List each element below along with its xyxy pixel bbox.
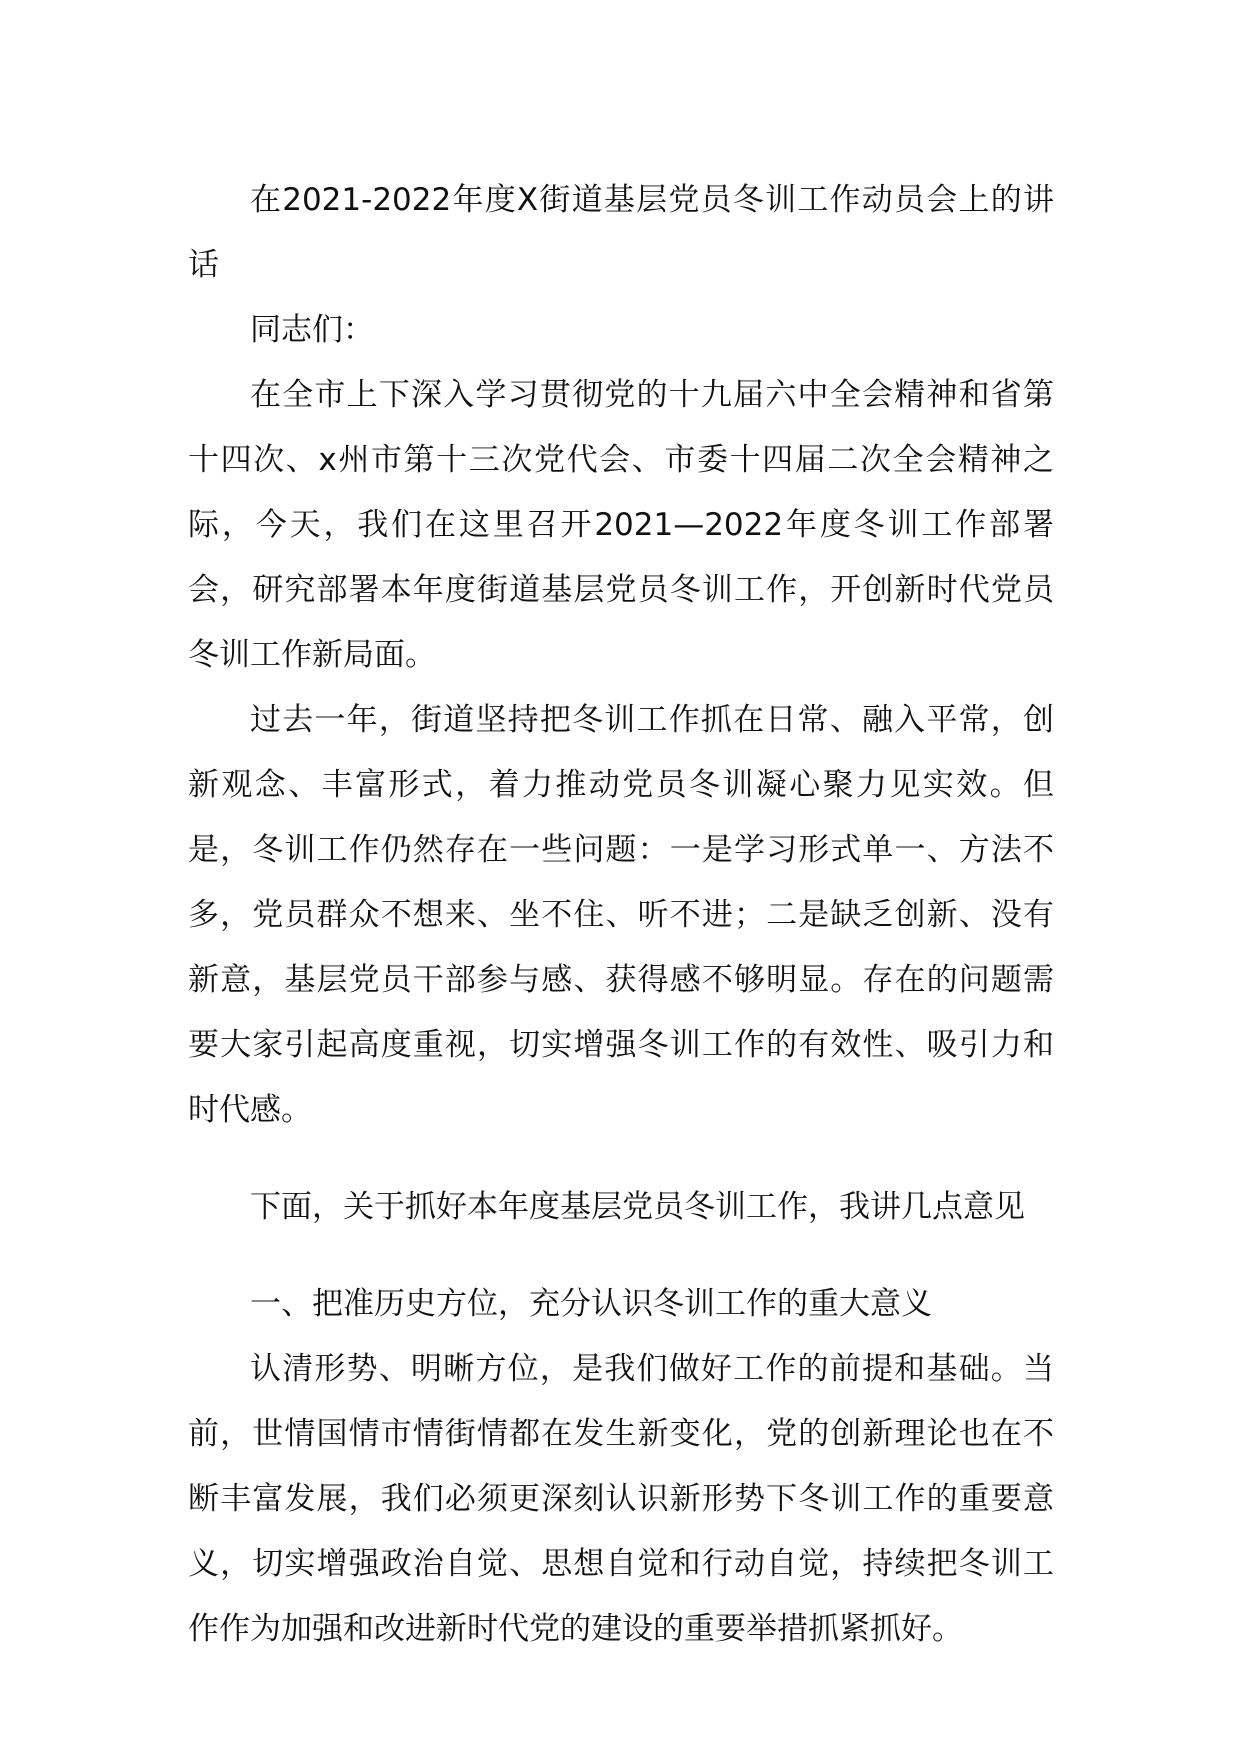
document-body (188, 168, 1054, 1662)
paragraph-section-1: 认清形势、明晰方位，是我们做好工作的前提和基础。当前，世情国情市情街情都在发生新变化，党的创新理论也在不断丰富发展，我们必须更深刻认识新形势下冬训工作的重要意义，切实增强政治自觉、思想自觉和行动自觉，持续把冬训工作作为加强和改进新时代党的建设的重要举措抓紧抓好。 (188, 1351, 1054, 1647)
paragraph-intro: 在全市上下深入学习贯彻党的十九届六中全会精神和省第十四次、x州市第十三次党代会、市委十四届二次全会精神之际，今天，我们在这里召开2021—2022年度冬训工作部署会，研究部署本年度街道基层党员冬训工作，开创新时代党员冬训工作新局面。 (188, 377, 1054, 673)
section-heading-1: 一、把准历史方位，充分认识冬训工作的重大意义 (250, 1286, 932, 1322)
paragraph-transition: 下面，关于抓好本年度基层党员冬训工作，我讲几点意见 (250, 1189, 1025, 1225)
paragraph-review: 过去一年，街道坚持把冬训工作抓在日常、融入平常，创新观念、丰富形式，着力推动党员冬训凝心聚力见实效。但是，冬训工作仍然存在一些问题：一是学习形式单一、方法不多，党员群众不想来、坐不住、听不进；二是缺乏创新、没有新意，基层党员干部参与感、获得感不够明显。存在的问题需要大家引起高度重视，切实增强冬训工作的有效性、吸引力和时代感。 (188, 702, 1054, 1128)
salutation: 同志们： (250, 312, 374, 348)
document-title: 在2021-2022年度X街道基层党员冬训工作动员会上的讲话 (188, 182, 1054, 283)
